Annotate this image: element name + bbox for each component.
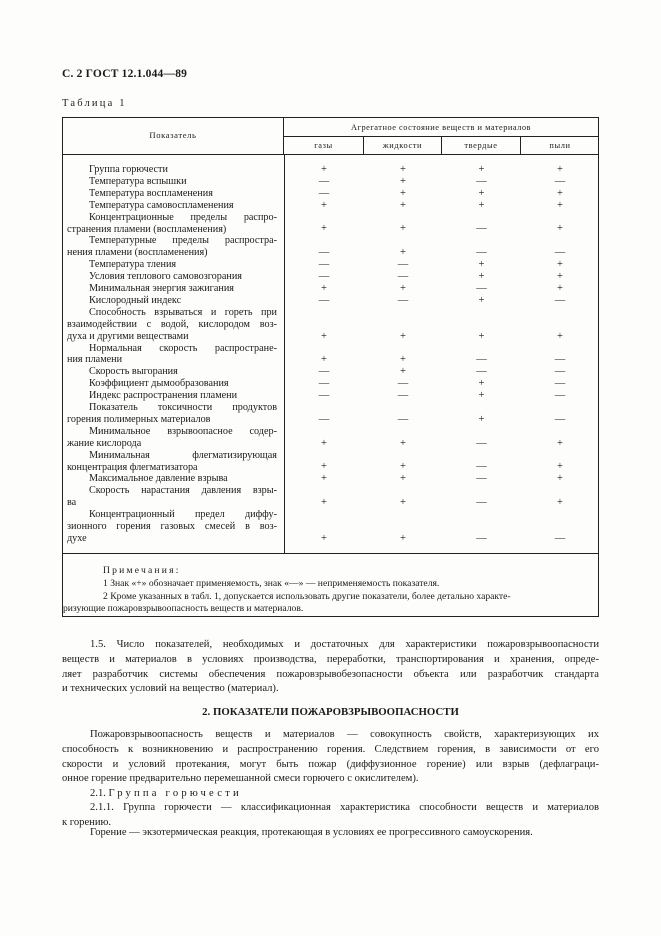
cell-value: + <box>557 199 563 211</box>
cell-value: + <box>557 283 563 294</box>
row-label <box>67 473 277 485</box>
indicator-header: Показатель <box>149 130 197 140</box>
row-label <box>67 450 277 474</box>
cell-value: + <box>557 461 563 473</box>
text-line: и технических условий на вещество (материал). <box>62 683 279 695</box>
cell-value: + <box>400 461 406 473</box>
cell-value: + <box>321 354 327 366</box>
row-label <box>67 188 277 200</box>
cell-value: — <box>554 294 566 306</box>
row-label-line: Условия теплового самовозгорания <box>89 271 242 283</box>
column-header-gases: газы <box>284 137 364 155</box>
cell-value: — <box>554 378 566 390</box>
text-line: веществ и материалов в условиях производства, переработки, транспортирования и хранения, опреде- <box>62 653 599 665</box>
row-label-line: горения полимерных материалов <box>67 413 211 425</box>
cell-value: — <box>554 390 566 402</box>
text-line: способность к возникновению и распространению горения. Следствием горения, в зависимости от его <box>62 743 599 755</box>
row-label-line: жание кислорода <box>67 437 142 449</box>
row-label <box>67 426 277 450</box>
text-line: 2.1.1. Группа горючести — классификационная характеристика способности веществ и материалов <box>90 802 599 813</box>
subsection-2-1-heading <box>62 787 599 802</box>
cell-value: + <box>400 532 406 544</box>
notes-divider <box>63 553 598 554</box>
text-line: скорости и условий протекания, могут быть пожар (диффузионное горение) или взрыв (дефлаграци- <box>62 758 599 770</box>
cell-value: + <box>478 164 485 175</box>
row-label-line: странения пламени (воспламенения) <box>67 223 227 235</box>
table-row <box>63 164 598 176</box>
cell-value: + <box>321 437 327 449</box>
cell-value: — <box>476 497 487 509</box>
cell-value: + <box>400 497 406 509</box>
cell-value: — <box>318 175 330 187</box>
cell-value: — <box>554 247 566 259</box>
cell-value: — <box>397 413 409 425</box>
row-label-line: нения пламени (воспламенения) <box>67 247 208 259</box>
cell-value: + <box>478 271 485 283</box>
cell-value: + <box>478 294 485 306</box>
row-label-line: Индекс распространения пламени <box>89 390 238 402</box>
table-row <box>63 235 598 259</box>
cell-value: + <box>321 497 327 509</box>
note-1: 1 Знак «+» обозначает применяемость, знак «—» — неприменяемость показателя. <box>103 577 440 589</box>
row-label-line: духа и другими веществами <box>67 330 189 342</box>
row-label-line: Минимальная энергия зажигания <box>89 283 234 294</box>
table-row <box>63 378 598 390</box>
row-label-line: Температура воспламенения <box>89 187 213 199</box>
cell-value: + <box>400 366 406 378</box>
cell-value: + <box>557 164 563 175</box>
cell-value: — <box>554 366 566 378</box>
note-2: 2 Кроме указанных в табл. 1, допускается использовать другие показатели, более детально характе- <box>103 590 511 602</box>
row-label-line: Скорость нарастания давления взры- <box>89 485 277 497</box>
row-label-line: Коэффициент дымообразования <box>89 378 229 390</box>
table-caption: Таблица 1 <box>62 98 127 109</box>
cell-value: + <box>478 413 485 425</box>
row-label <box>67 390 277 402</box>
table-row <box>63 295 598 307</box>
table-row <box>63 473 598 485</box>
cell-value: + <box>478 187 485 199</box>
row-label-line: ния пламени <box>67 354 123 366</box>
row-label <box>67 509 277 545</box>
cell-value: + <box>400 164 406 175</box>
paragraph-combustion <box>62 826 599 841</box>
row-label <box>67 485 277 509</box>
cell-value: + <box>400 187 406 199</box>
indicators-table <box>62 117 599 617</box>
table-row <box>63 390 598 402</box>
row-label-line: Минимальная флегматизирующая <box>89 449 277 461</box>
table-row <box>63 259 598 271</box>
row-label <box>67 259 277 271</box>
cell-value: — <box>318 259 330 271</box>
section-title: 2. ПОКАЗАТЕЛИ ПОЖАРОВЗРЫВООПАСНОСТИ <box>202 706 459 718</box>
row-label <box>67 343 277 367</box>
row-label-line: зионного горения газовых смесей в воз- <box>67 521 277 532</box>
cell-value: — <box>554 175 566 187</box>
cell-value: + <box>400 437 406 449</box>
cell-value: + <box>478 390 485 402</box>
row-label-line: Кислородный индекс <box>89 294 182 306</box>
cell-value: + <box>400 283 406 294</box>
cell-value: + <box>400 473 406 485</box>
row-label-line: Температура вспышки <box>89 175 187 187</box>
row-label-line: ва <box>67 497 77 509</box>
table-row <box>63 402 598 426</box>
row-label-line: духе <box>67 532 87 544</box>
cell-value: — <box>554 413 566 425</box>
cell-value: + <box>478 330 485 342</box>
cell-value: — <box>476 247 487 259</box>
column-header-solids: твердые <box>442 137 521 155</box>
cell-value: + <box>478 259 485 271</box>
table-row <box>63 307 598 343</box>
cell-value: — <box>476 473 487 485</box>
note-2-cont: ризующие пожаровзрывоопасность веществ и материалов. <box>63 603 304 615</box>
row-label-line: Температура самовоспламенения <box>89 199 234 211</box>
cell-value: — <box>397 378 409 390</box>
row-label <box>67 283 277 295</box>
table-row <box>63 343 598 367</box>
cell-value: + <box>557 187 563 199</box>
row-label <box>67 164 277 176</box>
cell-value: — <box>554 354 566 366</box>
cell-value: + <box>321 283 327 294</box>
row-label <box>67 378 277 390</box>
cell-value: + <box>321 473 327 485</box>
row-label <box>67 295 277 307</box>
cell-value: — <box>318 247 330 259</box>
cell-value: — <box>476 283 487 294</box>
aggregate-state-header: Агрегатное состояние веществ и материалов <box>284 118 598 137</box>
text-line: Горение — экзотермическая реакция, протекающая в условиях ее прогрессивного самоускорения. <box>90 827 533 838</box>
row-label <box>67 235 277 259</box>
cell-value: — <box>476 223 487 235</box>
cell-value: — <box>318 413 330 425</box>
indicator-header-cell <box>63 118 284 155</box>
cell-value: + <box>321 164 327 175</box>
notes-title: Примечания: <box>103 565 181 576</box>
cell-value: + <box>557 259 563 271</box>
table-row <box>63 176 598 188</box>
cell-value: — <box>397 259 409 271</box>
cell-value: + <box>400 354 406 366</box>
text-line: ляет разработчик системы обеспечения пожаровзрывобезопасности объекта или разработчик стандарта <box>62 668 599 680</box>
row-label-line: Концентрационный предел диффу- <box>89 509 277 521</box>
cell-value: + <box>400 247 406 259</box>
cell-value: — <box>476 461 487 473</box>
cell-value: — <box>397 390 409 402</box>
cell-value: + <box>557 330 563 342</box>
cell-value: + <box>321 223 327 235</box>
row-label <box>67 176 277 188</box>
row-label <box>67 200 277 212</box>
row-label-line: Температурные пределы распростра- <box>89 235 277 247</box>
table-notes <box>63 565 593 616</box>
row-label <box>67 402 277 426</box>
row-label-line: Концентрационные пределы распро- <box>89 211 277 223</box>
column-header-liquids: жидкости <box>364 137 442 155</box>
cell-value: + <box>557 437 563 449</box>
text-line: Пожаровзрывоопасность веществ и материалов — совокупность свойств, характеризующих их <box>90 729 599 740</box>
cell-value: + <box>478 199 485 211</box>
row-label-line: Показатель токсичности продуктов <box>89 402 277 413</box>
cell-value: + <box>557 473 563 485</box>
cell-value: — <box>318 271 330 283</box>
cell-value: + <box>400 199 406 211</box>
section-body <box>62 728 599 787</box>
cell-value: — <box>476 175 487 187</box>
row-label <box>67 307 277 343</box>
cell-value: + <box>321 199 327 211</box>
column-header-dusts: пыли <box>521 137 599 155</box>
cell-value: — <box>318 378 330 390</box>
cell-value: — <box>476 354 487 366</box>
row-label <box>67 366 277 378</box>
cell-value: — <box>554 532 566 544</box>
table-row <box>63 426 598 450</box>
row-label-line: Скорость выгорания <box>89 366 178 378</box>
cell-value: — <box>318 390 330 402</box>
cell-value: + <box>478 378 485 390</box>
table-row <box>63 212 598 236</box>
cell-value: + <box>557 497 563 509</box>
table-row <box>63 509 598 545</box>
cell-value: — <box>318 366 330 378</box>
row-label-line: Группа горючести <box>89 164 168 175</box>
cell-value: + <box>321 532 327 544</box>
row-label-line: Нормальная скорость распростране- <box>89 342 277 354</box>
row-label-line: Минимальное взрывоопасное содер- <box>89 425 277 437</box>
subsection-heading <box>62 787 599 802</box>
cell-value: — <box>397 294 409 306</box>
table-row <box>63 271 598 283</box>
table-row <box>63 366 598 378</box>
page-header: С. 2 ГОСТ 12.1.044—89 <box>62 68 188 80</box>
cell-value: — <box>476 366 487 378</box>
table-row <box>63 283 598 295</box>
table-row <box>63 200 598 212</box>
row-label-line: Максимальное давление взрыва <box>89 473 228 485</box>
text-line: онное горение предварительно перемешанной смеси горючего с окислителем). <box>62 773 419 785</box>
paragraph-1-5 <box>62 638 599 697</box>
cell-value: + <box>321 461 327 473</box>
cell-value: — <box>476 437 487 449</box>
subsection-title: Группа горючести <box>108 788 242 799</box>
table-row <box>63 485 598 509</box>
table-row <box>63 450 598 474</box>
row-label-line: концентрация флегматизатора <box>67 461 198 473</box>
cell-value: — <box>318 294 330 306</box>
text-line: к горению. <box>62 816 112 828</box>
cell-value: + <box>400 223 406 235</box>
row-label-line: Температура тления <box>89 259 177 271</box>
row-label <box>67 212 277 236</box>
cell-value: — <box>318 187 330 199</box>
row-label <box>67 271 277 283</box>
cell-value: + <box>400 175 406 187</box>
row-label-line: взаимодействии с водой, кислородом воз- <box>67 318 277 330</box>
cell-value: — <box>397 271 409 283</box>
cell-value: + <box>557 223 563 235</box>
row-label-line: Способность взрываться и гореть при <box>89 306 277 318</box>
subsection-number: 2.1. <box>90 788 106 799</box>
text-line: 1.5. Число показателей, необходимых и достаточных для характеристики пожаровзрывоопасности <box>90 639 599 650</box>
cell-value: + <box>400 330 406 342</box>
cell-value: — <box>476 532 487 544</box>
cell-value: + <box>557 271 563 283</box>
cell-value: + <box>321 330 327 342</box>
table-row <box>63 188 598 200</box>
